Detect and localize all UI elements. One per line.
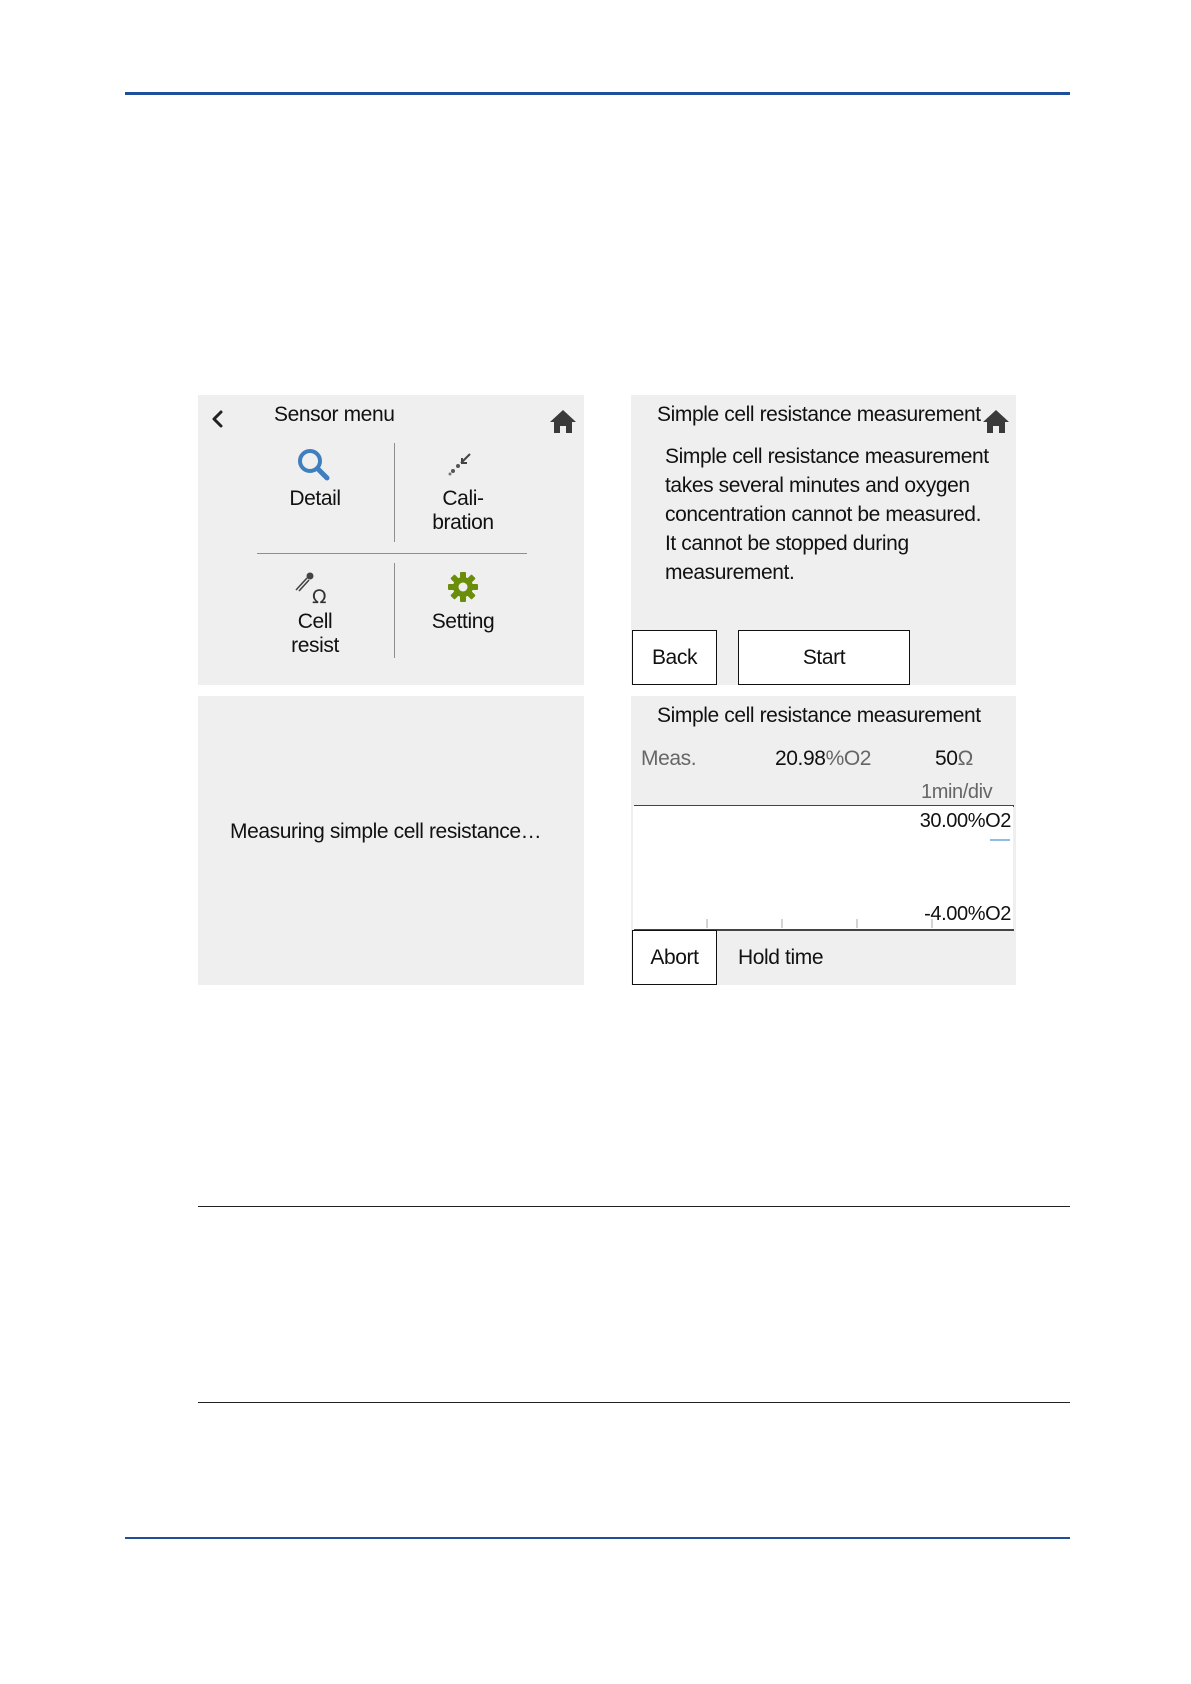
cell-resist-menu-item[interactable] [250,570,380,668]
hold-time-label: Hold time [738,946,824,969]
confirm-message [665,442,1005,587]
lower-limit-label: -4.00%O2 [924,903,1011,925]
note-bottom-rule [198,1402,1070,1403]
svg-text:Ω: Ω [312,586,327,608]
setting-menu-item[interactable] [398,570,528,650]
note-top-rule [198,1206,1070,1207]
confirm-message-line: Simple cell resistance measurement [665,445,989,468]
concentration-unit: %O2 [825,747,872,770]
setting-label: Setting [431,610,495,633]
graph-title: Simple cell resistance measurement [657,704,981,727]
menu-divider-vertical-top [394,443,395,542]
sensor-menu-title: Sensor menu [274,403,395,426]
menu-divider-vertical-bottom [394,563,395,658]
header-rule [125,92,1070,95]
upper-limit-label: 30.00%O2 [919,810,1011,832]
concentration-value: 20.98 [775,747,826,770]
cell-resistance [935,747,973,771]
time-scale: 1min/div [921,781,993,803]
magnifier-icon [296,447,332,483]
abort-button[interactable]: Abort [632,930,717,985]
confirm-message-line: concentration cannot be measured. [665,503,982,526]
menu-divider-horizontal [257,553,527,554]
measurement-status: Meas. [641,747,697,770]
calibration-label-line1: Cali- [442,487,484,510]
confirm-message-line: takes several minutes and oxygen [665,474,970,497]
resistance-unit: Ω [957,747,973,770]
oxygen-concentration [775,747,871,771]
cell-resistance-confirm-screen [631,395,1016,685]
calibration-menu-item[interactable] [398,447,528,545]
cell-resistance-graph-screen [631,696,1016,985]
resistance-value: 50 [935,747,958,770]
sensor-menu-screen [198,395,584,685]
gear-icon [446,570,480,604]
start-button[interactable]: Start [738,630,910,685]
trend-plot [633,806,1013,929]
back-button[interactable]: Back [632,630,717,685]
detail-menu-item[interactable] [250,447,380,537]
measuring-message: Measuring simple cell resistance… [230,820,542,843]
confirm-message-line: It cannot be stopped during [665,532,909,555]
cell-resistance-icon [292,570,330,608]
confirm-message-line: measurement. [665,561,795,584]
home-icon[interactable] [548,407,578,435]
calibration-icon [445,449,475,479]
cell-resist-label-line1: Cell [297,610,333,633]
confirm-title: Simple cell resistance measurement [657,403,981,426]
back-arrow-icon[interactable] [206,405,230,433]
home-icon[interactable] [981,407,1011,435]
measuring-screen [198,696,584,985]
cell-resist-label-line2: resist [291,634,339,657]
calibration-label-line2: bration [432,511,494,534]
footer-rule [125,1537,1070,1539]
detail-label: Detail [289,487,341,510]
